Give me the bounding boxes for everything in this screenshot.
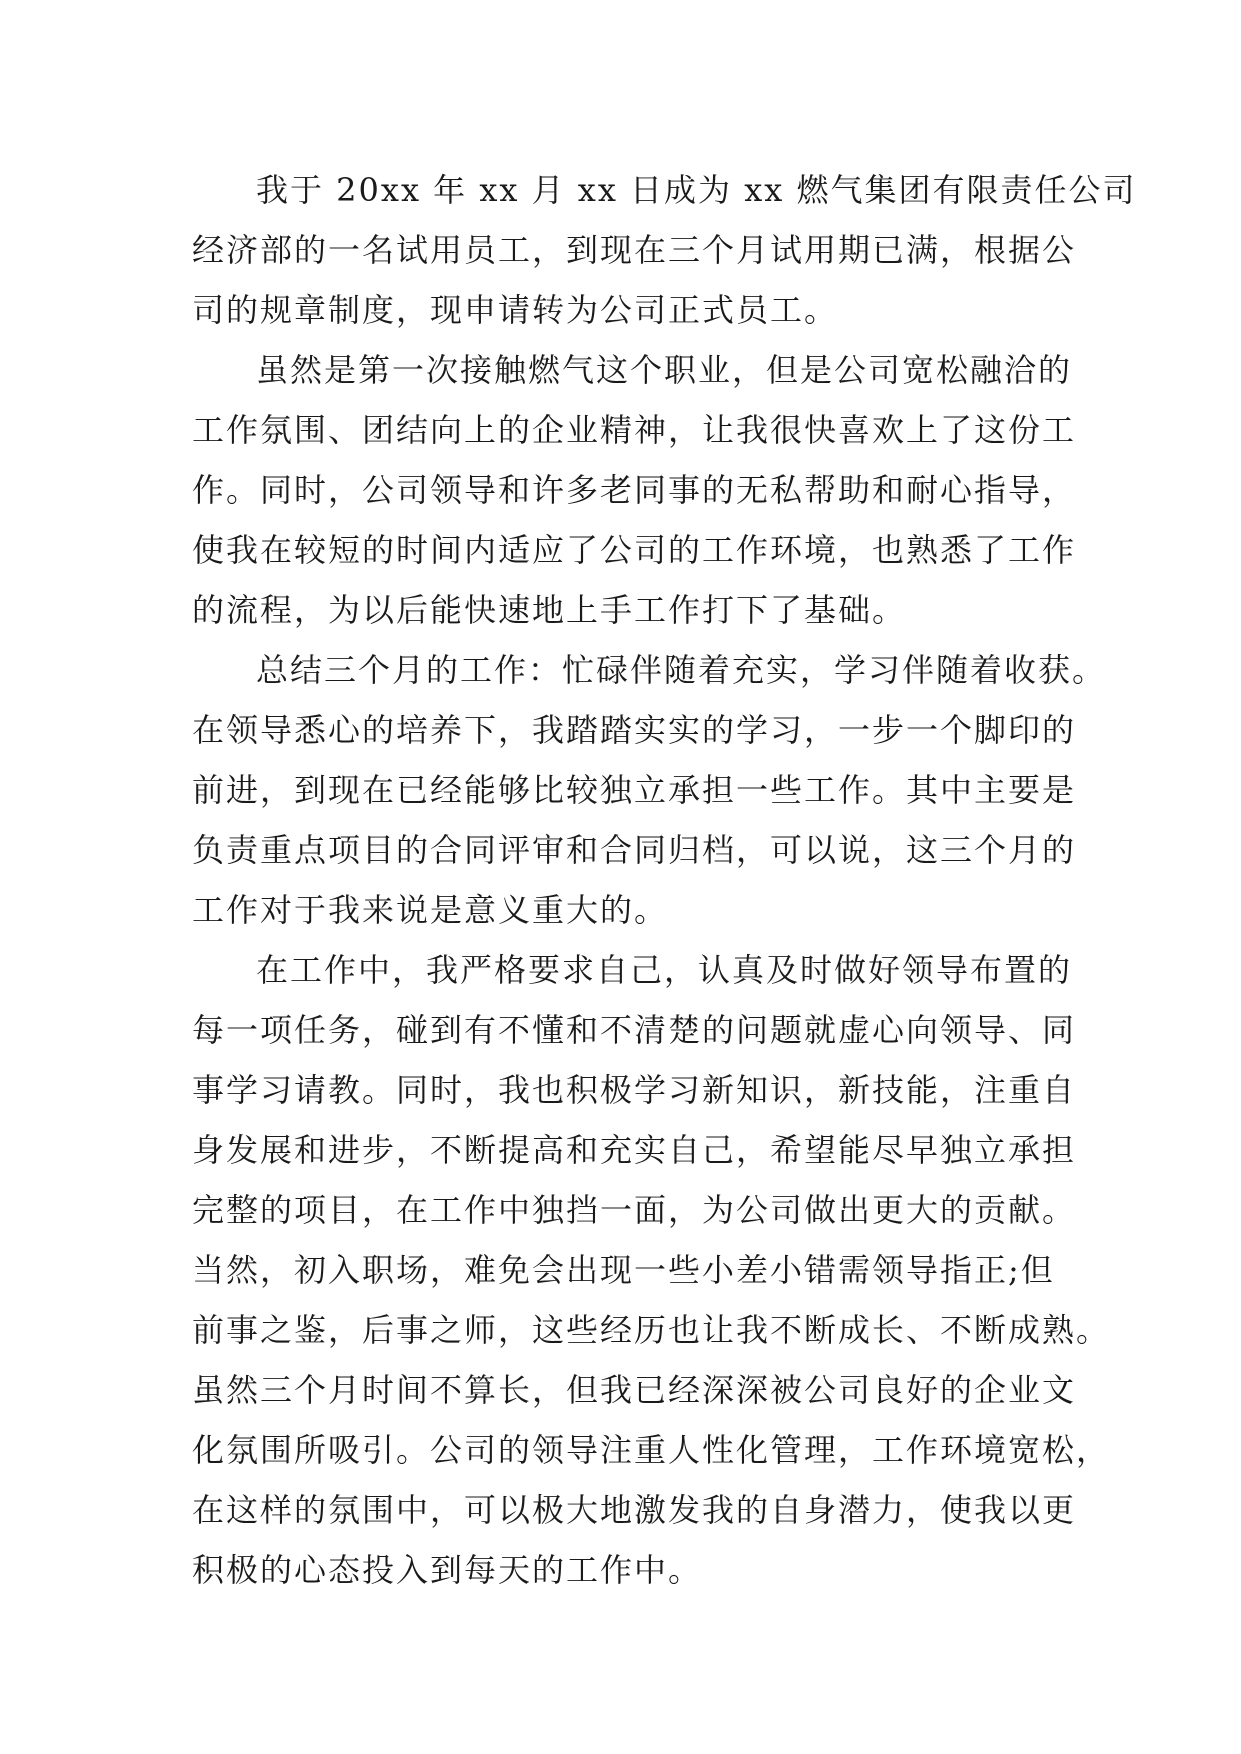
paragraph-4-line-9: 化氛围所吸引。公司的领导注重人性化管理，工作环境宽松， [192,1431,1111,1469]
paragraph-1-line-1: 我于 20xx 年 xx 月 xx 日成为 xx 燃气集团有限责任公司 [256,171,1137,209]
paragraph-4-line-10: 在这样的氛围中，可以极大地激发我的自身潜力，使我以更 [192,1491,1077,1529]
paragraph-1-line-2: 经济部的一名试用员工，到现在三个月试用期已满，根据公 [192,231,1077,269]
paragraph-4-line-3: 事学习请教。同时，我也积极学习新知识，新技能，注重自 [192,1071,1077,1109]
paragraph-4-line-11: 积极的心态投入到每天的工作中。 [192,1551,703,1589]
paragraph-2-line-2: 工作氛围、团结向上的企业精神，让我很快喜欢上了这份工 [192,411,1077,449]
paragraph-4-line-1: 在工作中，我严格要求自己，认真及时做好领导布置的 [256,951,1073,989]
paragraph-3-line-3: 前进，到现在已经能够比较独立承担一些工作。其中主要是 [192,771,1077,809]
paragraph-3-line-5: 工作对于我来说是意义重大的。 [192,891,669,929]
paragraph-2-line-4: 使我在较短的时间内适应了公司的工作环境，也熟悉了工作 [192,531,1077,569]
paragraph-4-line-6: 当然，初入职场，难免会出现一些小差小错需领导指正;但 [192,1251,1055,1289]
document-body [192,160,1137,1600]
paragraph-4-line-8: 虽然三个月时间不算长，但我已经深深被公司良好的企业文 [192,1371,1077,1409]
paragraph-3-line-4: 负责重点项目的合同评审和合同归档，可以说，这三个月的 [192,831,1077,869]
paragraph-4-line-4: 身发展和进步，不断提高和充实自己，希望能尽早独立承担 [192,1131,1077,1169]
paragraph-2-line-5: 的流程，为以后能快速地上手工作打下了基础。 [192,591,907,629]
paragraph-3-line-1: 总结三个月的工作：忙碌伴随着充实，学习伴随着收获。 [256,651,1107,689]
paragraph-4-line-2: 每一项任务，碰到有不懂和不清楚的问题就虚心向领导、同 [192,1011,1077,1049]
paragraph-2-line-3: 作。同时，公司领导和许多老同事的无私帮助和耐心指导， [192,471,1077,509]
paragraph-1-line-3: 司的规章制度，现申请转为公司正式员工。 [192,291,839,329]
paragraph-2-line-1: 虽然是第一次接触燃气这个职业，但是公司宽松融洽的 [256,351,1073,389]
paragraph-3-line-2: 在领导悉心的培养下，我踏踏实实的学习，一步一个脚印的 [192,711,1077,749]
paragraph-4-line-7: 前事之鉴，后事之师，这些经历也让我不断成长、不断成熟。 [192,1311,1111,1349]
paragraph-4-line-5: 完整的项目，在工作中独挡一面，为公司做出更大的贡献。 [192,1191,1077,1229]
